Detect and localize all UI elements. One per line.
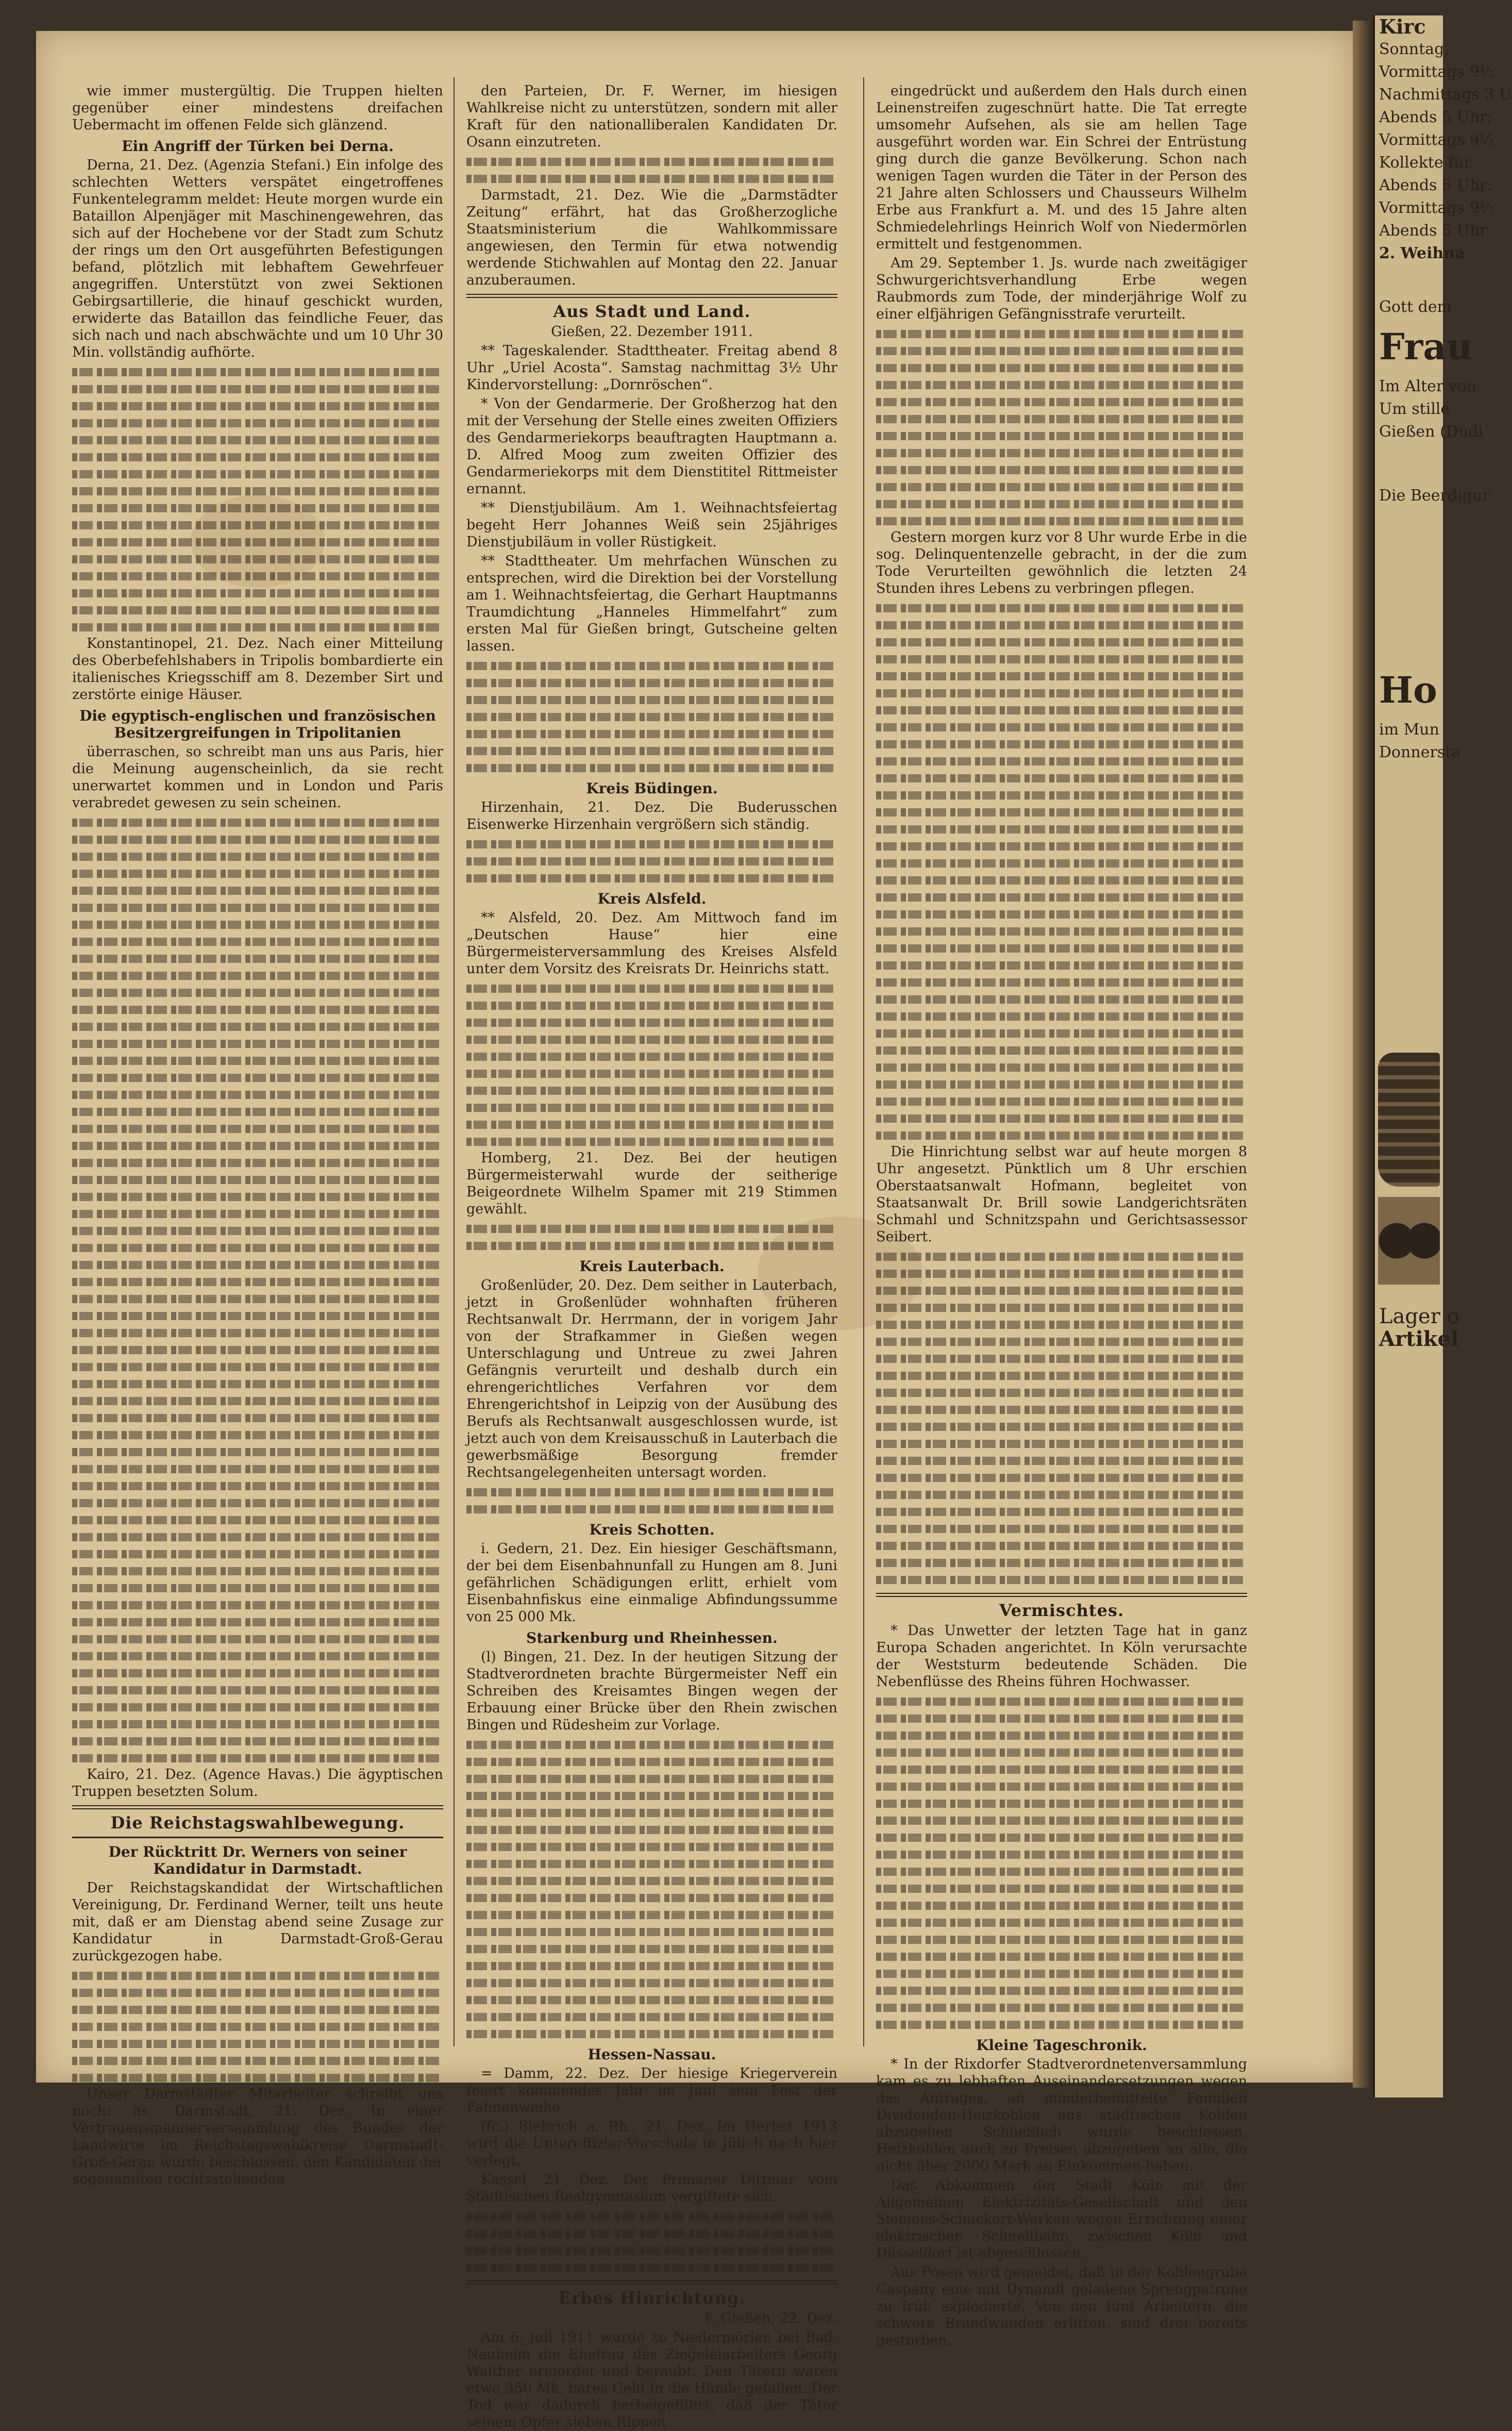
paragraph: Konstantinopel, 21. Dez. Nach einer Mitteilung des Oberbefehlshabers in Tripolis bombardierte ein italienisches Kriegsschiff am 8. Dezember Sirt und zerstörte einige Häuser. <box>72 636 443 703</box>
dateline: §. Gießen, 22. Dez. <box>704 2310 837 2326</box>
text-line-placeholder <box>72 601 443 618</box>
text-line-placeholder <box>876 616 1247 633</box>
text-line-placeholder <box>72 864 443 881</box>
text-line-placeholder <box>876 820 1247 837</box>
text-line-placeholder <box>466 2025 837 2042</box>
paragraph: Darmstadt, 21. Dez. Wie die „Darmstädter Zeitung“ erfährt, hat das Großherzogliche Staatsministerium die Wahlkommissare angewiesen, den Termin für etwa notwendig werdende Stichwahlen auf Montag den 22. Januar anzuberaumen. <box>466 187 837 288</box>
text-line-placeholder <box>876 1109 1247 1126</box>
strip-text: Sonntag, <box>1379 40 1449 58</box>
text-line-placeholder <box>466 742 837 759</box>
strip-text: Kollekte für <box>1379 154 1471 172</box>
text-line-placeholder <box>876 973 1247 990</box>
text-line-placeholder <box>876 1024 1247 1041</box>
section-heading: Kleine Tageschronik. <box>976 2037 1147 2054</box>
paragraph: Am 6. Juli 1911 wurde zu Niedermörlen bei Bad-Nauheim die Ehefrau des Ziegeleiarbeiters Georg Walther ermordet und beraubt. Den Tätern waren etwa 350 Mk. bares Geld in die Hände gefallen. Der Tod war dadurch herbeigeführt, daß der Täter seinem Opfer sieben Rippen <box>466 2329 837 2430</box>
paragraph: Homberg, 21. Dez. Bei der heutigen Bürgermeisterwahl wurde der seitherige Beigeordnete Wilhelm Spamer mit 219 Stimmen gewählt. <box>466 1150 837 1217</box>
text-line-placeholder <box>466 1838 837 1855</box>
text-line-placeholder <box>72 1630 443 1647</box>
text-line-placeholder <box>72 1732 443 1749</box>
text-line-placeholder <box>466 708 837 725</box>
text-line-placeholder <box>876 1298 1247 1316</box>
strip-text: Um stille <box>1379 400 1450 418</box>
text-line-placeholder <box>466 1030 837 1047</box>
paragraph: * Von der Gendarmerie. Der Großherzog hat den mit der Versehung der Stelle eines zweiten Offiziers des Gendarmeriekorps beauftragten Hauptmann a. D. Alfred Moog zum zweiten Offizier des Gendarmeriekorps mit dem Dienstititel Rittmeister ernannt. <box>466 396 837 497</box>
text-line-placeholder <box>72 1426 443 1443</box>
paragraph: wie immer mustergültig. Die Truppen hielten gegenüber einer mindestens dreifachen Uebermacht im offenen Felde sich glänzend. <box>72 83 443 133</box>
paragraph: Aus Posen wird gemeldet, daß in der Kohlengrube Caspany eine mit Dynamit geladene Sprengpatrone zu früh explodierte. Von den fünf Arbeitern, die schwere Brandwunden erlitten, sind drei bereits gestorben. <box>876 2265 1247 2349</box>
text-line-placeholder <box>466 1736 837 1753</box>
strip-text: Nachmittags 3 U <box>1379 86 1512 104</box>
text-line-placeholder <box>466 1081 837 1098</box>
text-line-placeholder <box>876 718 1247 735</box>
text-line-placeholder <box>876 1964 1247 1982</box>
text-line-placeholder <box>876 1316 1247 1333</box>
paragraph: Das Abkommen der Stadt Köln mit der Allgemeinen Elektrizitäts-Gesellschaft und den Siemens-Schuckert-Werken wegen Errichtung einer elektrischen Schnellbahn zwischen Köln und Düsseldorf ist abgeschlossen. <box>876 2177 1247 2261</box>
text-line-placeholder <box>876 461 1247 478</box>
text-line-placeholder <box>876 1811 1247 1828</box>
paragraph: * In der Rixdorfer Stadtverordnetenversammlung kam es zu lebhaften Auseinandersetzungen wegen des Antrages, an minderbemittelte Familien Dividenden-Heizkohlen aus städtischen Kohlen abzugeben. Schließlich wurde beschlossen, Heizkohlen auch zu Preisen abzugeben an alle, die nicht über 2000 Mark an Einkommen haben. <box>876 2056 1247 2174</box>
text-line-placeholder <box>876 1726 1247 1743</box>
text-line-placeholder <box>72 516 443 533</box>
text-line-placeholder <box>72 1222 443 1239</box>
text-line-placeholder <box>466 852 837 869</box>
text-line-placeholder <box>466 1220 837 1237</box>
text-line-placeholder <box>72 414 443 431</box>
text-line-placeholder <box>876 1041 1247 1058</box>
dateline: Gießen, 22. Dezember 1911. <box>551 324 753 340</box>
strip-text: Vormittags 9½ <box>1379 131 1494 149</box>
text-line-placeholder <box>72 2069 443 2086</box>
text-line-placeholder <box>876 599 1247 616</box>
text-line-placeholder <box>876 1692 1247 1709</box>
text-line-placeholder <box>466 2008 837 2025</box>
text-line-placeholder <box>876 1879 1247 1896</box>
text-line-placeholder <box>72 1154 443 1171</box>
text-line-placeholder <box>876 1845 1247 1862</box>
text-line-placeholder <box>72 950 443 967</box>
text-line-placeholder <box>466 1237 837 1254</box>
section-heading: Aus Stadt und Land. <box>553 302 751 321</box>
text-line-placeholder <box>72 1120 443 1137</box>
text-line-placeholder <box>876 871 1247 888</box>
text-line-placeholder <box>466 2207 837 2224</box>
text-line-placeholder <box>72 1443 443 1460</box>
text-line-placeholder <box>466 1500 837 1517</box>
text-line-placeholder <box>72 984 443 1001</box>
column-1 <box>72 82 443 2187</box>
text-line-placeholder <box>466 1855 837 1872</box>
text-line-placeholder <box>876 922 1247 939</box>
text-line-placeholder <box>72 933 443 950</box>
strip-text: Gießen (Dudi <box>1379 423 1483 441</box>
text-line-placeholder <box>466 1940 837 1957</box>
text-line-placeholder <box>72 1239 443 1256</box>
text-line-placeholder <box>876 1058 1247 1075</box>
text-line-placeholder <box>72 1358 443 1375</box>
text-line-placeholder <box>466 1047 837 1064</box>
text-line-placeholder <box>72 1290 443 1307</box>
text-line-placeholder <box>876 1452 1247 1469</box>
text-line-placeholder <box>72 1103 443 1120</box>
text-line-placeholder <box>72 1596 443 1613</box>
text-line-placeholder <box>876 1896 1247 1913</box>
text-line-placeholder <box>72 830 443 847</box>
paragraph: überraschen, so schreibt man uns aus Paris, hier die Meinung augenscheinlich, da sie recht unerwartet kommen und in London und Paris verabredet gewesen zu sein scheinen. <box>72 744 443 811</box>
text-line-placeholder <box>876 1999 1247 2016</box>
text-line-placeholder <box>72 813 443 830</box>
text-line-placeholder <box>72 1715 443 1732</box>
section-heading: Hessen-Nassau. <box>587 2046 716 2063</box>
text-line-placeholder <box>72 1562 443 1579</box>
text-line-placeholder <box>466 2258 837 2275</box>
text-line-placeholder <box>72 1256 443 1273</box>
section-heading: Erbes Hinrichtung. <box>558 2288 746 2308</box>
text-line-placeholder <box>72 448 443 465</box>
paragraph: (l) Bingen, 21. Dez. In der heutigen Sitzung der Stadtverordneten brachte Bürgermeister Neff ein Schreiben des Kreisamtes Bingen wegen der Erbauung einer Brücke über den Rhein zwischen Bingen und Rüdesheim zur Vorlage. <box>466 1649 837 1733</box>
text-line-placeholder <box>72 2001 443 2018</box>
section-heading: Starkenburg und Rheinhessen. <box>526 1629 778 1646</box>
text-line-placeholder <box>876 837 1247 854</box>
text-line-placeholder <box>876 888 1247 905</box>
paragraph: ** Tageskalender. Stadttheater. Freitag abend 8 Uhr „Uriel Acosta“. Samstag nachmittag 3½ Uhr Kindervorstellung: „Dornröschen“. <box>466 343 837 393</box>
text-line-placeholder <box>466 1753 837 1770</box>
text-line-placeholder <box>72 898 443 915</box>
text-line-placeholder <box>876 393 1247 410</box>
text-line-placeholder <box>72 1069 443 1086</box>
column-2 <box>466 82 837 2430</box>
text-line-placeholder <box>466 1957 837 1974</box>
text-line-placeholder <box>466 1906 837 1923</box>
text-line-placeholder <box>72 1324 443 1341</box>
text-line-placeholder <box>876 752 1247 769</box>
strip-text: Abends 5 Uhr: <box>1379 108 1492 126</box>
text-line-placeholder <box>876 1520 1247 1537</box>
text-line-placeholder <box>72 1018 443 1035</box>
text-line-placeholder <box>72 618 443 635</box>
strip-text: Vormittags 9½ <box>1379 63 1494 81</box>
text-line-placeholder <box>876 342 1247 359</box>
strip-text: Gott dem <box>1379 298 1452 316</box>
text-line-placeholder <box>876 1007 1247 1024</box>
text-line-placeholder <box>876 1367 1247 1384</box>
section-heading: Die Reichstagswahlbewegung. <box>110 1813 405 1833</box>
column-divider <box>453 77 455 2046</box>
text-line-placeholder <box>876 1384 1247 1401</box>
text-line-placeholder <box>876 769 1247 786</box>
text-line-placeholder <box>876 1092 1247 1109</box>
section-heading: Kreis Alsfeld. <box>597 890 707 907</box>
strip-text: Im Alter von <box>1379 377 1477 395</box>
text-line-placeholder <box>72 1579 443 1596</box>
text-line-placeholder <box>876 1828 1247 1845</box>
text-line-placeholder <box>876 1333 1247 1350</box>
text-line-placeholder <box>876 444 1247 461</box>
text-line-placeholder <box>466 153 837 170</box>
text-line-placeholder <box>876 1743 1247 1760</box>
text-line-placeholder <box>72 2018 443 2035</box>
text-line-placeholder <box>466 1889 837 1906</box>
paragraph: (fc.) Biebrich a. Rh., 21. Dez. Im Herbst 1913 wird die Unteroffizier-Vorschule in Jülich nach hier verlegt. <box>466 2119 837 2169</box>
paragraph: Großenlüder, 20. Dez. Dem seither in Lauterbach, jetzt in Großenlüder wohnhaften früheren Rechtsanwalt Dr. Herrmann, der in vorigem Jahr von der Strafkammer in Gießen wegen Unterschlagung und Untreue zu zwei Jahren Gefängnis verurteilt und deshalb durch ein ehrengerichtliches Verfahren vor dem Ehrengerichtshof in Leipzig von der Ausübung des Berufs als Rechtsanwalt ausgeschlossen wurde, ist jetzt auch von dem Kreisausschuß in Lauterbach die gewerbsmäßige Besorgung fremder Rechtsangelegenheiten untersagt worden. <box>466 1277 837 1480</box>
text-line-placeholder <box>72 431 443 448</box>
text-line-placeholder <box>876 1794 1247 1811</box>
text-line-placeholder <box>72 1001 443 1018</box>
text-line-placeholder <box>72 1035 443 1052</box>
text-line-placeholder <box>72 1528 443 1545</box>
text-line-placeholder <box>876 684 1247 701</box>
text-line-placeholder <box>72 915 443 933</box>
text-line-placeholder <box>72 1460 443 1477</box>
strip-text: Artikel <box>1379 1327 1459 1351</box>
text-line-placeholder <box>72 1205 443 1222</box>
binocular-illustration <box>1378 1197 1440 1285</box>
paragraph: Kairo, 21. Dez. (Agence Havas.) Die ägyptischen Truppen besetzten Solum. <box>72 1767 443 1800</box>
text-line-placeholder <box>466 1098 837 1115</box>
text-line-placeholder <box>876 1982 1247 1999</box>
text-line-placeholder <box>72 1681 443 1698</box>
text-line-placeholder <box>876 2016 1247 2033</box>
text-line-placeholder <box>876 376 1247 393</box>
text-line-placeholder <box>876 1537 1247 1554</box>
text-line-placeholder <box>72 1188 443 1205</box>
text-line-placeholder <box>876 854 1247 871</box>
text-line-placeholder <box>466 996 837 1013</box>
text-line-placeholder <box>876 1401 1247 1418</box>
text-line-placeholder <box>72 584 443 601</box>
text-line-placeholder <box>876 427 1247 444</box>
paragraph: Die Hinrichtung selbst war auf heute morgen 8 Uhr angesetzt. Pünktlich um 8 Uhr erschien Oberstaatsanwalt Hofmann, begleitet von Staatsanwalt Dr. Brill sowie Landgerichtsräten Schmahl und Schnitzspahn und Gerichtsassessor Seibert. <box>876 1144 1247 1245</box>
text-line-placeholder <box>876 1554 1247 1571</box>
text-line-placeholder <box>72 1647 443 1664</box>
strip-text: Lager o <box>1379 1305 1459 1328</box>
column-divider <box>863 77 864 2046</box>
paragraph: eingedrückt und außerdem den Hals durch einen Leinenstreifen zugeschnürt hatte. Die Tat erregte umsomehr Aufsehen, als sie am hellen Tage ausgeführt worden war. Ein Schrei der Entrüstung ging durch die ganze Bevölkerung. Schon nach wenigen Tagen wurden die Täter in der Person des 21 Jahre alten Schlossers und Chausseurs Wilhelm Erbe aus Frankfurt a. M. und des 15 Jahre alten Schmiedelehrlings Heinrich Wolf von Niedermörlen ermittelt und festgenommen. <box>876 83 1247 252</box>
text-line-placeholder <box>466 1115 837 1133</box>
text-line-placeholder <box>72 2052 443 2069</box>
text-line-placeholder <box>466 1821 837 1838</box>
paragraph: Am 29. September 1. Js. wurde nach zweitägiger Schwurgerichtsverhandlung Erbe wegen Raubmords zum Tode, der minderjährige Wolf zu einer elfjährigen Gefängnisstrafe verurteilt. <box>876 255 1247 322</box>
text-line-placeholder <box>466 1133 837 1150</box>
text-line-placeholder <box>876 1247 1247 1264</box>
text-line-placeholder <box>72 1052 443 1069</box>
page-gutter <box>1353 21 1373 2088</box>
text-line-placeholder <box>876 735 1247 752</box>
text-line-placeholder <box>72 1984 443 2001</box>
text-line-placeholder <box>72 2035 443 2052</box>
text-line-placeholder <box>876 1126 1247 1143</box>
text-line-placeholder <box>466 1804 837 1821</box>
text-line-placeholder <box>466 1483 837 1500</box>
text-line-placeholder <box>876 956 1247 973</box>
strip-heading: Frau <box>1379 325 1473 368</box>
text-line-placeholder <box>876 495 1247 512</box>
text-line-placeholder <box>72 1967 443 1984</box>
text-line-placeholder <box>876 1930 1247 1947</box>
text-line-placeholder <box>72 1613 443 1630</box>
text-line-placeholder <box>466 725 837 742</box>
text-line-placeholder <box>72 1409 443 1426</box>
text-line-placeholder <box>466 1974 837 1991</box>
strip-text: Die Beerdigur <box>1379 487 1490 505</box>
text-line-placeholder <box>876 1075 1247 1092</box>
text-line-placeholder <box>72 1545 443 1562</box>
section-heading: Kreis Schotten. <box>589 1521 715 1538</box>
paragraph: Kassel, 21. Dez. Der Primaner Dittmar vom Städtischen Realgymnasium vergiftete sich. <box>466 2172 837 2205</box>
section-heading: Vermischtes. <box>999 1601 1124 1620</box>
paragraph: ** Stadttheater. Um mehrfachen Wünschen zu entsprechen, wird die Direktion bei der Vorstellung am 1. Weihnachtsfeiertag, die Gerhart Hauptmanns Traumdichtung „Hanneles Himmelfahrt“ zum ersten Mal für Gießen bringt, Gutscheine gelten lassen. <box>466 553 837 654</box>
text-line-placeholder <box>876 1503 1247 1520</box>
text-line-placeholder <box>72 380 443 397</box>
text-line-placeholder <box>72 967 443 984</box>
text-line-placeholder <box>876 990 1247 1007</box>
text-line-placeholder <box>876 1862 1247 1879</box>
text-line-placeholder <box>72 1171 443 1188</box>
text-line-placeholder <box>72 482 443 499</box>
text-line-placeholder <box>466 1991 837 2008</box>
paragraph: = Damm, 22. Dez. Der hiesige Kriegerverein feiert kommendes Jahr im Juni sein Fest der Fahnenweihe. <box>466 2066 837 2116</box>
text-line-placeholder <box>876 1281 1247 1298</box>
text-line-placeholder <box>466 170 837 187</box>
text-line-placeholder <box>876 1571 1247 1588</box>
text-line-placeholder <box>466 1872 837 1889</box>
text-line-placeholder <box>876 1264 1247 1281</box>
text-line-placeholder <box>466 2224 837 2241</box>
text-line-placeholder <box>72 1494 443 1511</box>
adjacent-page-strip <box>1373 15 1512 2097</box>
text-line-placeholder <box>466 1787 837 1804</box>
paragraph: Hirzenhain, 21. Dez. Die Buderusschen Eisenwerke Hirzenhain vergrößern sich ständig. <box>466 800 837 832</box>
text-line-placeholder <box>876 1350 1247 1367</box>
text-line-placeholder <box>72 881 443 898</box>
text-line-placeholder <box>466 869 837 886</box>
text-line-placeholder <box>72 465 443 482</box>
section-heading: Ein Angriff der Türken bei Derna. <box>122 138 394 155</box>
paragraph: Der Reichstagskandidat der Wirtschaftlichen Vereinigung, Dr. Ferdinand Werner, teilt uns heute mit, daß er am Dienstag abend seine Zusage zur Kandidatur in Darmstadt-Groß-Gerau zurückgezogen habe. <box>72 1880 443 1964</box>
text-line-placeholder <box>876 803 1247 820</box>
text-line-placeholder <box>466 759 837 776</box>
text-line-placeholder <box>72 1137 443 1154</box>
text-line-placeholder <box>72 1341 443 1358</box>
text-line-placeholder <box>876 786 1247 803</box>
text-line-placeholder <box>72 533 443 550</box>
paragraph: ** Alsfeld, 20. Dez. Am Mittwoch fand im „Deutschen Hause“ hier eine Bürgermeisterversammlung des Kreises Alsfeld unter dem Vorsitz des Kreisrats Dr. Heinrichs statt. <box>466 910 837 977</box>
text-line-placeholder <box>876 701 1247 718</box>
paragraph: i. Gedern, 21. Dez. Ein hiesiger Geschäftsmann, der bei dem Eisenbahnunfall zu Hungen am 8. Juni gefährlichen Schädigungen erlitt, erhielt vom Eisenbahnfiskus eine einmalige Abfindungssumme von 25 000 Mk. <box>466 1541 837 1625</box>
text-line-placeholder <box>72 499 443 516</box>
text-line-placeholder <box>72 397 443 414</box>
text-line-placeholder <box>72 1477 443 1494</box>
text-line-placeholder <box>876 633 1247 650</box>
paragraph: Unser Darmstädter Mitarbeiter schreibt uns noch: hs. Darmstadt, 21. Dez. In einer Vertrauensmännerversammlung des Bundes der Landwirte im Reichstagswahlkreise Darmstadt-Groß-Gerau wurde beschlossen, den Kandidaten der sogenannten rechtsstehenden <box>72 2086 443 2187</box>
strip-heading: Ho <box>1379 669 1437 711</box>
text-line-placeholder <box>876 1435 1247 1452</box>
text-line-placeholder <box>72 1664 443 1681</box>
text-line-placeholder <box>72 847 443 864</box>
text-line-placeholder <box>876 512 1247 529</box>
strip-text: Abends 5 Uhr <box>1379 222 1487 240</box>
column-3 <box>876 82 1247 2349</box>
text-line-placeholder <box>876 478 1247 495</box>
text-line-placeholder <box>72 567 443 584</box>
text-line-placeholder <box>72 1392 443 1409</box>
section-heading: Kreis Büdingen. <box>586 780 718 797</box>
text-line-placeholder <box>72 1086 443 1103</box>
text-line-placeholder <box>876 410 1247 427</box>
text-line-placeholder <box>466 1013 837 1030</box>
text-line-placeholder <box>876 1486 1247 1503</box>
text-line-placeholder <box>876 1760 1247 1777</box>
text-line-placeholder <box>876 359 1247 376</box>
section-heading: Die egyptisch-englischen und französischen Besitzergreifungen in Tripolitanien <box>79 707 436 741</box>
text-line-placeholder <box>466 1770 837 1787</box>
text-line-placeholder <box>466 979 837 996</box>
strip-text: Kirc <box>1379 15 1426 38</box>
shoe-illustration <box>1378 1053 1440 1187</box>
text-line-placeholder <box>72 1273 443 1290</box>
text-line-placeholder <box>876 1913 1247 1930</box>
text-line-placeholder <box>876 939 1247 956</box>
text-line-placeholder <box>466 1064 837 1081</box>
text-line-placeholder <box>876 905 1247 922</box>
text-line-placeholder <box>72 1749 443 1766</box>
strip-text: Abends 5 Uhr: <box>1379 176 1492 194</box>
sub-heading: Der Rücktritt Dr. Werners von seiner Kandidatur in Darmstadt. <box>108 1843 407 1877</box>
text-line-placeholder <box>466 1923 837 1940</box>
strip-text: im Mun <box>1379 721 1439 739</box>
strip-text: 2. Weihna <box>1379 244 1465 262</box>
text-line-placeholder <box>466 835 837 852</box>
text-line-placeholder <box>72 550 443 567</box>
text-line-placeholder <box>876 1947 1247 1964</box>
paragraph: ** Dienstjubiläum. Am 1. Weihnachtsfeiertag begeht Herr Johannes Weiß sein 25jähriges Dienstjubiläum in voller Rüstigkeit. <box>466 500 837 550</box>
strip-text: Donnersta <box>1379 743 1461 761</box>
text-line-placeholder <box>876 667 1247 684</box>
text-line-placeholder <box>466 674 837 691</box>
text-line-placeholder <box>72 363 443 380</box>
text-line-placeholder <box>876 1709 1247 1726</box>
text-line-placeholder <box>876 1469 1247 1486</box>
paragraph: Derna, 21. Dez. (Agenzia Stefani.) Ein infolge des schlechten Wetters verspätet eingetroffenes Funkentelegramm meldet: Heute morgen wurde ein Bataillon Alpenjäger mit Maschinengewehren, das sich auf der Hochebene vor der Stadt zum Schutz der rings um den Ort ausgeführten Befestigungen befand, plötzlich mit lebhaftem Gewehrfeuer angegriffen. Unterstützt von zwei Sektionen Gebirgsartillerie, die hinauf geschickt wurden, erwiderte das Bataillon das feindliche Feuer, das sich nach und nach abschwächte und um 10 Uhr 30 Min. vollständig aufhörte. <box>72 157 443 360</box>
paragraph: den Parteien, Dr. F. Werner, im hiesigen Wahlkreise nicht zu unterstützen, sondern mit aller Kraft für den nationalliberalen Kandidaten Dr. Osann einzutreten. <box>466 83 837 150</box>
text-line-placeholder <box>466 657 837 674</box>
section-heading: Kreis Lauterbach. <box>579 1258 725 1275</box>
text-line-placeholder <box>876 650 1247 667</box>
paragraph: Gestern morgen kurz vor 8 Uhr wurde Erbe in die sog. Delinquentenzelle gebracht, in der die zum Tode Verurteilten gewöhnlich die letzten 24 Stunden ihres Lebens zu verbringen pflegen. <box>876 529 1247 596</box>
strip-text: Vormittags 9½ <box>1379 199 1494 217</box>
text-line-placeholder <box>72 1375 443 1392</box>
text-line-placeholder <box>72 1307 443 1324</box>
text-line-placeholder <box>466 2241 837 2258</box>
text-line-placeholder <box>466 691 837 708</box>
paragraph: * Das Unwetter der letzten Tage hat in ganz Europa Schaden angerichtet. In Köln verursachte der Weststurm bedeutende Schäden. Die Nebenflüsse des Rheins führen Hochwasser. <box>876 1623 1247 1690</box>
text-line-placeholder <box>876 1777 1247 1794</box>
text-line-placeholder <box>876 325 1247 342</box>
text-line-placeholder <box>72 1698 443 1715</box>
text-line-placeholder <box>876 1418 1247 1435</box>
text-line-placeholder <box>72 1511 443 1528</box>
